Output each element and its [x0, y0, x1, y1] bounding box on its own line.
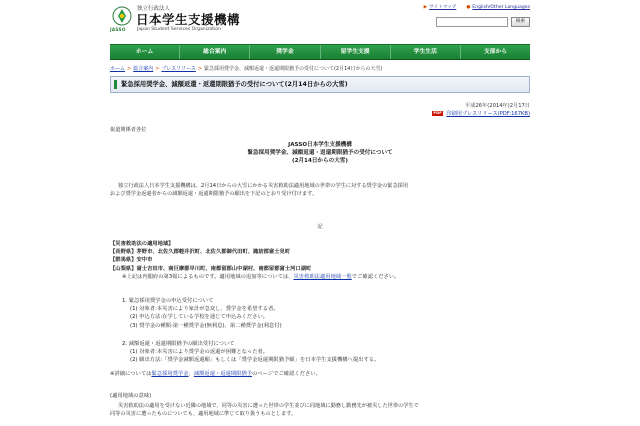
sitemap-link[interactable]: サイトマップ [429, 5, 457, 10]
detail-note [110, 371, 530, 378]
definition-line: 同等の災害に遭ったものについても、適用地域に準じて取り扱うものとします。 [110, 411, 297, 418]
section-title: 1. 緊急採用奨学金の申込受付について [122, 298, 214, 304]
breadcrumb [110, 66, 530, 72]
area-pref: 【群馬県】 [110, 257, 137, 264]
list-item: (1) 対象者:本災害により家計が急変し、奨学金を希望する者。 [130, 306, 279, 313]
search-input[interactable] [436, 17, 508, 27]
pdf-icon: PDF [433, 110, 442, 115]
breadcrumb-press[interactable]: プレスリリース [161, 66, 196, 72]
area-towns: 富士吉田市、南巨摩郡早川町、南都留郡山中湖村、南都留郡富士河口湖町 [136, 265, 312, 272]
detail-suffix: のページでご確認ください。 [252, 371, 321, 377]
detail-separator: 、 [188, 371, 194, 377]
title-accent-bar [114, 80, 117, 89]
global-nav [110, 44, 530, 60]
areas-heading: 【災害救助法の適用地域】 [110, 241, 174, 247]
page-title: 緊急採用奨学金、減額返還・返還期限猶予の受付について(2月14日からの大雪) [121, 81, 348, 88]
utility-links [424, 5, 530, 11]
disaster-areas-list-link[interactable]: 災害救助法適用地域一覧 [293, 273, 352, 280]
area-pref: 【長野県】 [110, 249, 137, 256]
nav-branches[interactable]: 支部から [461, 45, 530, 59]
breadcrumb-current: 緊急採用奨学金、減額返還・返還期限猶予の受付について(2月14日からの大雪) [204, 66, 383, 72]
emergency-scholarship-section [110, 297, 530, 330]
addressee: 報道関係者各位 [110, 127, 147, 133]
ki-mark: 記 [317, 224, 323, 230]
nav-home[interactable]: ホーム [110, 45, 180, 59]
repayment-link[interactable]: 減額返還・返還期限猶予 [193, 371, 253, 377]
page-title-box [110, 76, 530, 93]
area-row [110, 265, 530, 273]
org-type-label: 独立行政法人 [137, 6, 171, 12]
logo-caption: JASSO [110, 27, 126, 32]
areas-note [110, 273, 530, 281]
area-towns: 安中市 [136, 257, 153, 264]
list-item: (3) 奨学金の種類:第一種奨学金(無利息)、第二種奨学金(利息付) [130, 322, 282, 329]
org-name[interactable]: 日本学生支援機構 [136, 12, 241, 27]
intro-paragraph [110, 182, 530, 198]
area-row [110, 248, 530, 256]
list-item: (1) 対象者:本災害により奨学金の返還が困難となった者。 [130, 349, 269, 356]
breadcrumb-about[interactable]: 総合案内 [133, 66, 154, 72]
release-heading-line: 緊急採用奨学金、減額返還・返還期限猶予の受付について [247, 149, 393, 156]
languages-link-wrap [466, 5, 530, 11]
nav-scholarship[interactable]: 奨学金 [250, 45, 320, 59]
breadcrumb-home[interactable]: ホーム [110, 66, 126, 72]
area-pref: 【山梨県】 [110, 265, 137, 272]
areas-note-prefix: ※上記は内閣府の第3報によるものです。適用地域の追加等については、 [122, 273, 294, 280]
nav-about[interactable]: 総合案内 [180, 45, 250, 59]
nav-international[interactable]: 留学生支援 [321, 45, 391, 59]
globe-icon: ● [466, 5, 471, 10]
search-button[interactable]: 検索 [511, 17, 530, 27]
languages-link[interactable]: English/Other Languages [472, 5, 530, 10]
chevron-right-icon: > [127, 66, 132, 72]
pdf-link-row [110, 111, 530, 118]
emergency-scholarship-link[interactable]: 緊急採用奨学金 [151, 371, 189, 377]
site-header [110, 0, 530, 44]
sitemap-link-wrap [424, 5, 457, 11]
areas-note-suffix: でご確認ください。 [351, 273, 400, 280]
definition-line: 災害救助法の適用を受けない近隣の地域で、同等の災害に遭った世帯の学生並びに同地域に勤務し勤務先が被災した世帯の学生で [118, 403, 419, 409]
disaster-areas [110, 240, 530, 281]
list-item: (2) 申込方法:在学している学校を通じて申込みください。 [130, 314, 269, 321]
area-towns: 茅野市、北佐久郡軽井沢町、北佐久郡御代田町、諏訪郡富士見町 [136, 249, 291, 256]
chevron-right-icon: > [155, 66, 160, 72]
pdf-link[interactable]: 印刷用プレスリリース(PDF:167KB) [446, 111, 530, 117]
section-title: 2. 減額返還・返還期限猶予の願出受付について [122, 341, 235, 347]
jasso-logo-icon[interactable] [112, 6, 132, 26]
definition-heading: (適用地域の意味) [110, 393, 152, 399]
arrow-right-icon: ▶ [423, 5, 428, 10]
intro-line: 独立行政法人日本学生支援機構は、2月14日からの大雪にかかる災害救助法適用地域の世帯の学生に対する奨学金の緊急採用 [118, 183, 409, 189]
definition-body [110, 402, 530, 418]
org-name-english: Japan Student Services Organization [137, 27, 222, 32]
release-heading-line: JASSO日本学生支援機構 [288, 142, 352, 148]
detail-prefix: ※詳細については [110, 371, 152, 377]
release-heading-line: (2月14日からの大雪) [292, 157, 348, 164]
area-row [110, 256, 530, 264]
list-item: (2) 願出方法:「奨学金減額返還願」もしくは「奨学金返還期限猶予願」を日本学生支援機構へ提出する。 [130, 357, 380, 364]
repayment-section [110, 340, 530, 365]
release-heading [110, 142, 530, 165]
release-date: 平成26年(2014年)2月17日 [465, 103, 530, 109]
nav-student-life[interactable]: 学生生活 [391, 45, 461, 59]
chevron-right-icon: > [197, 66, 203, 72]
intro-line: および奨学金返還者からの減額返還・返還期限猶予の願出を下記のとおり受け付けます。 [110, 191, 318, 198]
